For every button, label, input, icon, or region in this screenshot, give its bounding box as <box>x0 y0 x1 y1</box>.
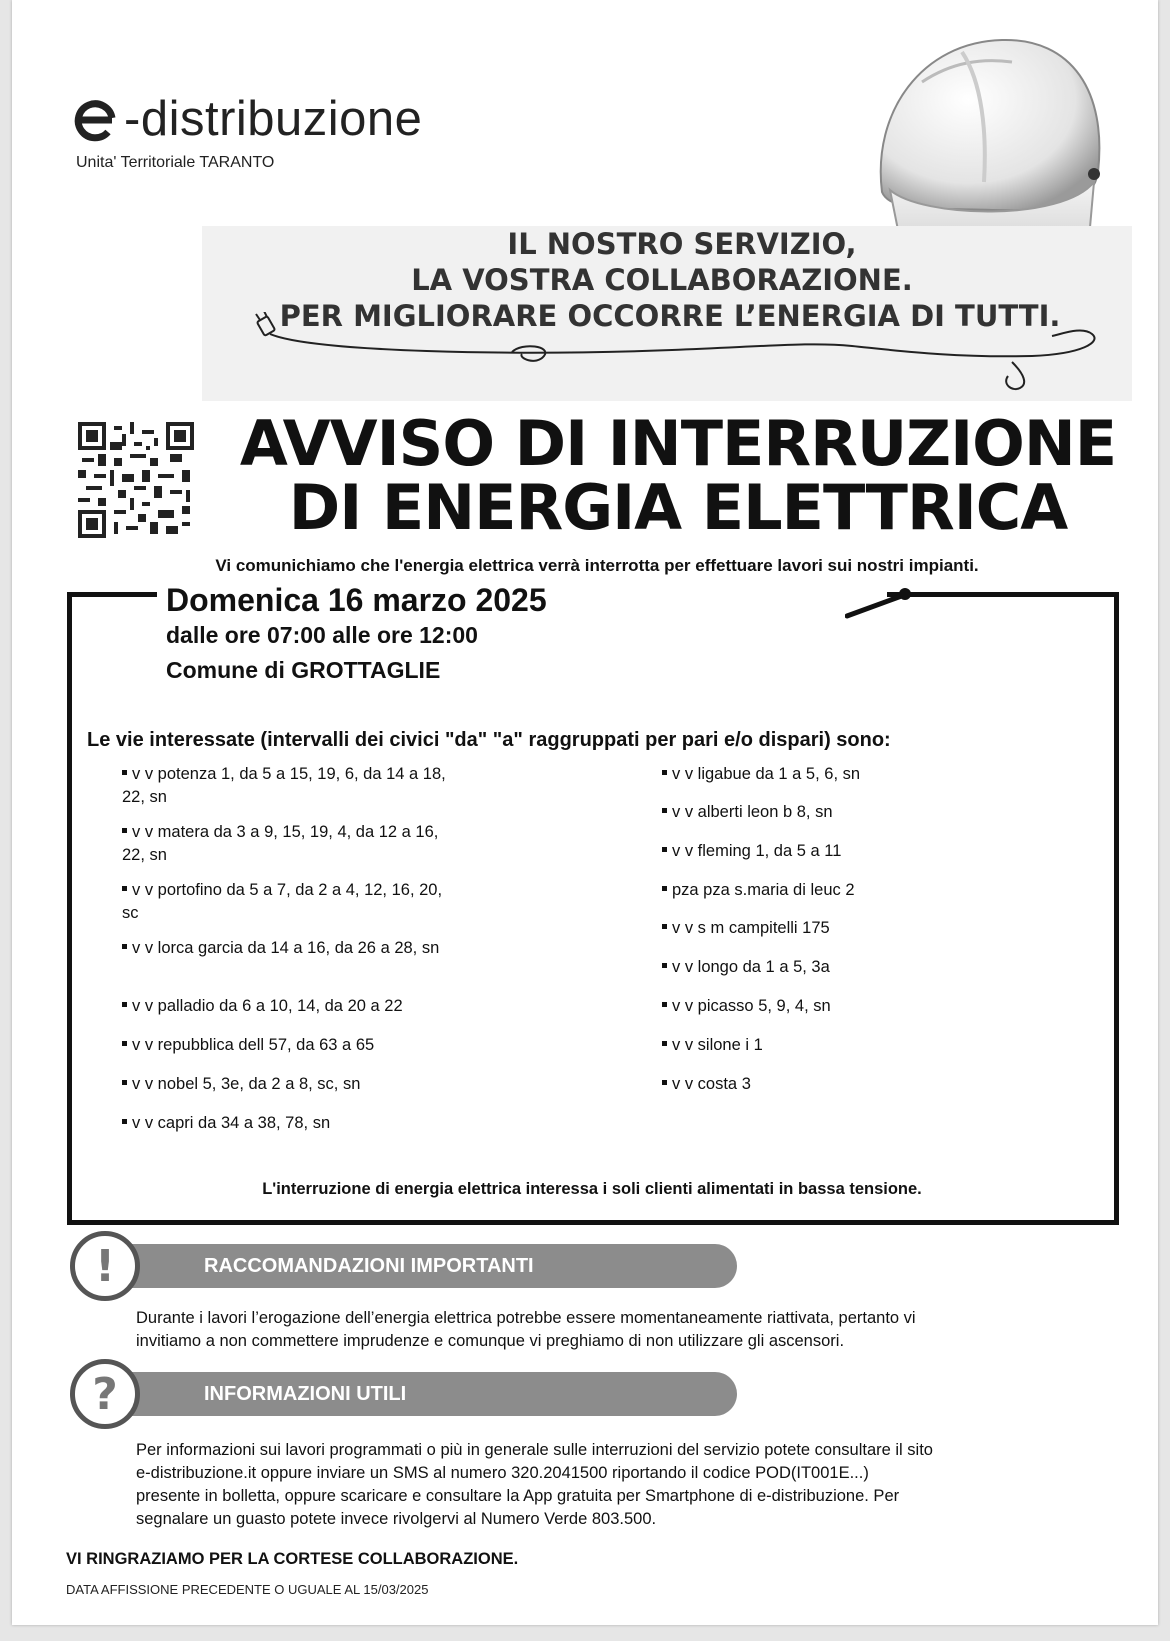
street-item <box>662 801 1042 824</box>
street-text: v v picasso 5, 9, 4, sn <box>672 997 831 1015</box>
bullet-icon <box>122 770 127 775</box>
exclamation-symbol: ! <box>94 1240 116 1292</box>
info-line-3: presente in bolletta, oppure scaricare e consultare la App gratuita per Smartphone di e-distribuzione. Per <box>136 1487 900 1505</box>
street-item <box>122 937 502 960</box>
interruption-municipality: Comune di GROTTAGLIE <box>166 657 441 683</box>
street-item <box>662 1034 1042 1057</box>
street-text: v v alberti leon b 8, sn <box>672 803 833 821</box>
street-text-continued: sc <box>122 904 139 922</box>
bullet-icon <box>662 886 667 891</box>
info-text <box>136 1439 1096 1531</box>
bullet-icon <box>122 1119 127 1124</box>
street-text: v v silone i 1 <box>672 1036 763 1054</box>
street-item <box>122 1073 502 1096</box>
slogan-line-2: LA VOSTRA COLLABORAZIONE. <box>411 263 913 297</box>
recommendations-text <box>136 1307 1096 1353</box>
notice-title-line-1: AVVISO DI INTERRUZIONE <box>239 407 1117 480</box>
street-text: v v fleming 1, da 5 a 11 <box>672 842 842 860</box>
brand-name: -distribuzione <box>124 92 423 146</box>
bullet-icon <box>662 1080 667 1085</box>
low-voltage-note: L'interruzione di energia elettrica interessa i soli clienti alimentati in bassa tensione. <box>262 1180 922 1198</box>
bullet-icon <box>122 1002 127 1007</box>
info-line-2: e-distribuzione.it oppure inviare un SMS al numero 320.2041500 riportando il codice POD(IT001E...) <box>136 1464 869 1482</box>
recommendations-banner <box>112 1244 737 1288</box>
pen-icon <box>845 584 915 620</box>
details-box-top-border-left <box>67 592 157 597</box>
info-line-1: Per informazioni sui lavori programmati o più in generale sulle interruzioni del servizio potete consultare il sito <box>136 1441 933 1459</box>
street-text: v v longo da 1 a 5, 3a <box>672 958 830 976</box>
bullet-icon <box>122 944 127 949</box>
logo-e-icon <box>72 96 120 144</box>
street-text: v v palladio da 6 a 10, 14, da 20 a 22 <box>132 997 403 1015</box>
bullet-icon <box>662 1002 667 1007</box>
street-text: v v ligabue da 1 a 5, 6, sn <box>672 765 861 783</box>
bullet-icon <box>662 1041 667 1046</box>
bullet-icon <box>662 770 667 775</box>
info-title: INFORMAZIONI UTILI <box>204 1382 407 1405</box>
street-text: v v s m campitelli 175 <box>672 919 830 937</box>
street-item <box>122 821 502 867</box>
slogan-line-1: IL NOSTRO SERVIZIO, <box>507 227 857 261</box>
territorial-unit: Unita' Territoriale TARANTO <box>76 154 275 171</box>
streets-heading: Le vie interessate (intervalli dei civici "da" "a" raggruppati per pari e/o dispari) sono: <box>87 729 891 751</box>
street-text: v v potenza 1, da 5 a 15, 19, 6, da 14 a 18, <box>132 765 446 783</box>
bullet-icon <box>662 963 667 968</box>
street-text-continued: 22, sn <box>122 788 167 806</box>
street-text: pza pza s.maria di leuc 2 <box>672 881 855 899</box>
street-item <box>662 917 1042 940</box>
interruption-time: dalle ore 07:00 alle ore 12:00 <box>166 622 478 648</box>
bullet-icon <box>122 1080 127 1085</box>
recommendations-title: RACCOMANDAZIONI IMPORTANTI <box>204 1254 534 1277</box>
brand-logo <box>72 92 423 146</box>
street-item <box>662 879 1042 902</box>
street-text: v v nobel 5, 3e, da 2 a 8, sc, sn <box>132 1075 361 1093</box>
bullet-icon <box>122 828 127 833</box>
street-text: v v capri da 34 a 38, 78, sn <box>132 1114 331 1132</box>
bullet-icon <box>122 1041 127 1046</box>
street-text: v v matera da 3 a 9, 15, 19, 4, da 12 a 16, <box>132 823 439 841</box>
details-box-top-border-right <box>887 592 1114 597</box>
street-text: v v portofino da 5 a 7, da 2 a 4, 12, 16, 20, <box>132 881 443 899</box>
recommendations-line-2: invitiamo a non commettere imprudenze e comunque vi preghiamo di non utilizzare gli ascensori. <box>136 1332 845 1350</box>
street-item <box>122 763 502 809</box>
info-banner <box>112 1372 737 1416</box>
question-symbol: ? <box>92 1368 118 1420</box>
street-item <box>122 1034 502 1057</box>
notice-sheet <box>12 0 1158 1625</box>
street-text: v v costa 3 <box>672 1075 751 1093</box>
power-cable-icon <box>252 312 1132 392</box>
bullet-icon <box>662 808 667 813</box>
bullet-icon <box>122 886 127 891</box>
street-item <box>662 995 1042 1018</box>
street-item <box>122 1112 502 1135</box>
street-item <box>662 1073 1042 1096</box>
thanks-text: VI RINGRAZIAMO PER LA CORTESE COLLABORAZIONE. <box>66 1550 519 1568</box>
question-icon <box>70 1359 140 1429</box>
street-text: v v repubblica dell 57, da 63 a 65 <box>132 1036 375 1054</box>
interruption-date: Domenica 16 marzo 2025 <box>166 582 547 618</box>
recommendations-line-1: Durante i lavori l’erogazione dell’energia elettrica potrebbe essere momentaneamente riattivata, pertanto vi <box>136 1309 916 1327</box>
qr-code[interactable] <box>78 422 194 538</box>
street-item <box>662 840 1042 863</box>
street-text: v v lorca garcia da 14 a 16, da 26 a 28, sn <box>132 939 440 957</box>
bullet-icon <box>662 924 667 929</box>
slogan-line-3: PER MIGLIORARE OCCORRE L’ENERGIA DI TUTTI. <box>279 299 1061 333</box>
bullet-icon <box>662 847 667 852</box>
street-item <box>662 763 1042 786</box>
street-item <box>122 879 502 925</box>
street-text-continued: 22, sn <box>122 846 167 864</box>
exclamation-icon <box>70 1231 140 1301</box>
info-line-4: segnalare un guasto potete invece rivolgervi al Numero Verde 803.500. <box>136 1510 657 1528</box>
notice-intro: Vi comunichiamo che l'energia elettrica verrà interrotta per effettuare lavori sui nostri impianti. <box>215 556 979 575</box>
street-item <box>662 956 1042 979</box>
street-item <box>122 995 502 1018</box>
notice-title-line-2: DI ENERGIA ELETTRICA <box>288 471 1068 544</box>
notice-title <box>208 407 1148 544</box>
posting-date: DATA AFFISSIONE PRECEDENTE O UGUALE AL 15/03/2025 <box>66 1582 429 1597</box>
